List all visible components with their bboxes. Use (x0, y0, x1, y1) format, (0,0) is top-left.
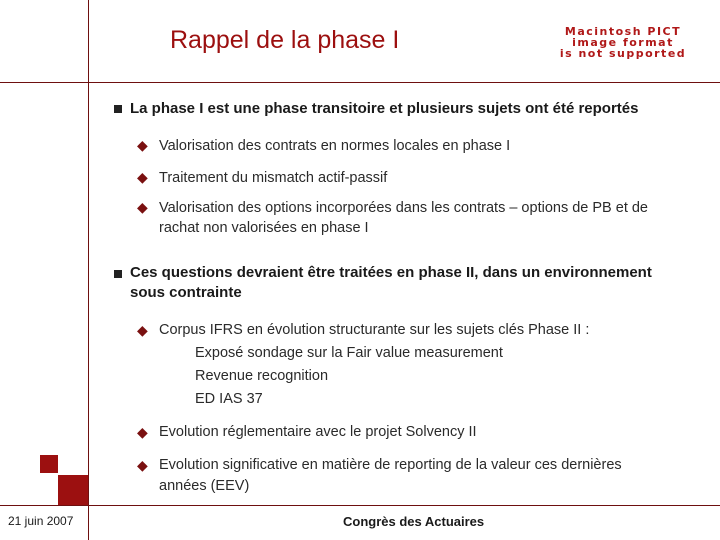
header-rule (0, 82, 720, 83)
sub-bullet-text: rachat non valorisées en phase I (159, 220, 369, 236)
diamond-bullet-icon: ◆ (137, 457, 148, 473)
bullet-text: sous contrainte (130, 284, 242, 301)
diamond-bullet-icon: ◆ (137, 137, 148, 153)
bullet-text: Ces questions devraient être traitées en phase II, dans un environnement (130, 264, 652, 281)
sub-bullet-text: Traitement du mismatch actif-passif (159, 170, 388, 186)
slide-title: Rappel de la phase I (170, 26, 400, 54)
bullet-text: La phase I est une phase transitoire et plusieurs sujets ont été reportés (130, 100, 639, 117)
footer-event-name: Congrès des Actuaires (343, 514, 485, 529)
diamond-bullet-icon: ◆ (137, 322, 148, 338)
logo-line: Macintosh PICT (564, 25, 682, 38)
square-bullet-icon (114, 105, 122, 113)
sub-bullet-text: Evolution significative en matière de reporting de la valeur ces dernières (159, 457, 622, 473)
footer-rule (0, 505, 720, 506)
list-item: ED IAS 37 (195, 391, 263, 407)
sub-bullet-text: années (EEV) (159, 478, 250, 494)
square-bullet-icon (114, 270, 122, 278)
sub-bullet-text: Valorisation des contrats en normes locales en phase I (159, 138, 511, 154)
logo-line: is not supported (559, 47, 687, 60)
diamond-bullet-icon: ◆ (137, 169, 148, 185)
sub-bullet-text: Valorisation des options incorporées dans les contrats – options de PB et de (159, 200, 648, 216)
diamond-bullet-icon: ◆ (137, 199, 148, 215)
diamond-bullet-icon: ◆ (137, 424, 148, 440)
logo-line: image format (572, 36, 674, 49)
sub-bullet-text: Evolution réglementaire avec le projet Solvency II (159, 424, 477, 440)
unsupported-image-placeholder-icon (530, 25, 716, 60)
footer-date: 21 juin 2007 (8, 514, 74, 528)
decorative-square-small (40, 455, 58, 473)
list-item: Exposé sondage sur la Fair value measurement (195, 345, 503, 361)
list-item: Revenue recognition (195, 368, 329, 384)
decorative-square-large (58, 475, 88, 505)
vertical-rule (88, 0, 89, 540)
sub-bullet-text: Corpus IFRS en évolution structurante sur les sujets clés Phase II : (159, 322, 590, 338)
